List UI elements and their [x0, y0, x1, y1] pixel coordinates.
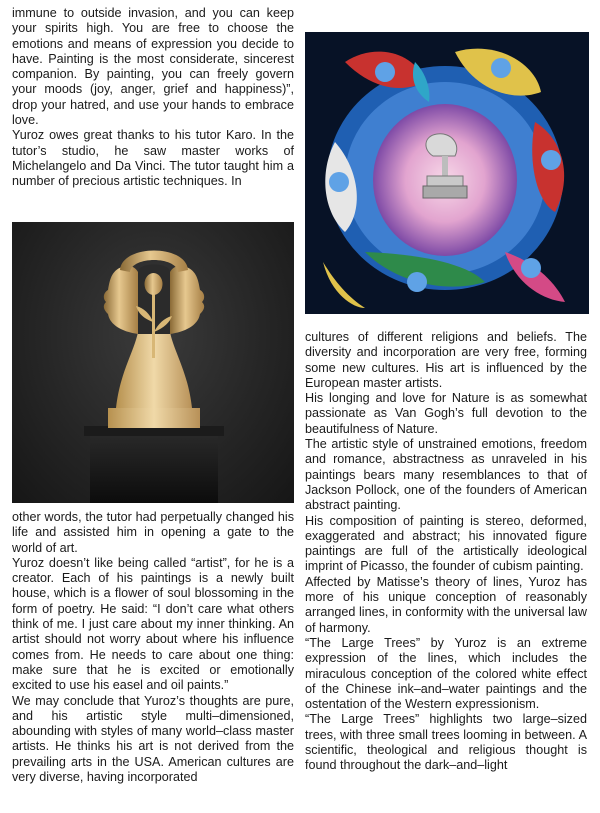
paragraph: immune to outside invasion, and you can keep your spirits high. You are free to choose the emotions and means of expression you decide to have. Painting is the most considerate, sincerest companion. By painting, you can freely govern your moods (joy, anger, grief and happiness)”, drop your hatred, and use your hands to embrace love.: [12, 6, 294, 128]
paragraph: Yuroz owes great thanks to his tutor Karo. In the tutor’s studio, he saw master works of Michelangelo and Da Vinci. The tutor taught him a number of precious artistic techniques. In: [12, 128, 294, 189]
paragraph: The artistic style of unstrained emotions, freedom and romance, abstractness as unraveled in his paintings bears many resemblances to that of Jackson Pollock, one of the founders of American abstract painting.: [305, 437, 587, 513]
sculpture-illustration: [12, 222, 294, 503]
right-column-text: [305, 330, 587, 774]
left-column-top-text: [12, 6, 294, 190]
paragraph: “The Large Trees” highlights two large–sized trees, with three small trees looming in between. A scientific, theological and religious thought is found throughout the dark–and–light: [305, 712, 587, 773]
paragraph: “The Large Trees” by Yuroz is an extreme expression of the lines, which includes the miraculous conception of the colored white effect of the Chinese ink–and–water paintings and the ostentation of the Western expressionism.: [305, 635, 587, 712]
paragraph: We may conclude that Yuroz’s thoughts are pure, and his artistic style multi–dimensioned, abounding with styles of many world–class master artists. He thinks his art is not derived from the prevailing arts in the USA. American cultures are very diverse, having incorporated: [12, 693, 294, 785]
paragraph: His longing and love for Nature is as somewhat passionate as Van Gogh’s full devotion to the beautifulness of Nature.: [305, 391, 587, 436]
left-column-bottom-text: [12, 510, 294, 785]
sculpture-photo: [12, 222, 294, 503]
paragraph: cultures of different religions and beliefs. The diversity and incorporation are very free, forming some new cultures. His art is influenced by the European master artists.: [305, 330, 587, 390]
paragraph: His composition of painting is stereo, deformed, exaggerated and abstract; his innovated figure paintings are full of the artistically ideological imprint of Picasso, the founder of cubism painting.: [305, 513, 587, 574]
paragraph: Yuroz doesn’t like being called “artist”, for he is a creator. Each of his paintings is a newly built house, which is a flower of soul blossoming in the form of poetry. He said: “I don’t care what others think of me. I just care about my inner thinking. An artist should not worry about where his influence comes from. He needs to care about one thing: make sure that he is excited or emotionally excited to use his easel and oil paints.”: [12, 555, 294, 693]
paragraph: Affected by Matisse’s theory of lines, Yuroz has more of his unique conception of reasonably arranged lines, in conformity with the universal law of harmony.: [305, 574, 587, 635]
painting-illustration: [305, 32, 589, 314]
paragraph: other words, the tutor had perpetually changed his life and assisted him in opening a gate to the world of art.: [12, 510, 294, 555]
painting-photo: [305, 32, 589, 314]
